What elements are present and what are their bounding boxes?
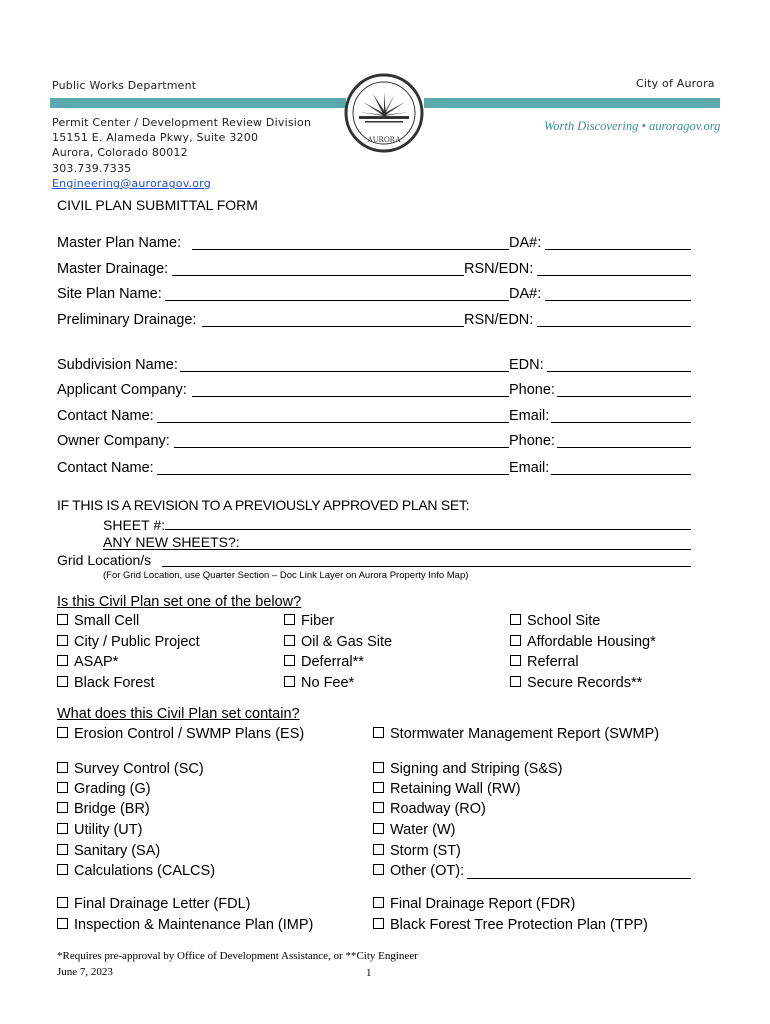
phone-input[interactable] <box>557 447 691 448</box>
checkbox-icon[interactable] <box>57 844 68 855</box>
address-line: 15151 E. Alameda Pkwy, Suite 3200 <box>52 131 259 145</box>
rsn-edn-input[interactable] <box>537 326 691 327</box>
checkbox-retaining-wall[interactable]: Retaining Wall (RW) <box>373 781 521 797</box>
checkbox-icon[interactable] <box>284 676 295 687</box>
checkbox-stormwater-report[interactable]: Stormwater Management Report (SWMP) <box>373 726 659 742</box>
checkbox-calculations[interactable]: Calculations (CALCS) <box>57 863 215 879</box>
field-label: Phone: <box>509 382 555 398</box>
checkbox-icon[interactable] <box>57 635 68 646</box>
checkbox-tree-protection[interactable]: Black Forest Tree Protection Plan (TPP) <box>373 917 648 933</box>
preliminary-drainage-input[interactable] <box>202 326 464 327</box>
grid-location-input[interactable] <box>162 566 691 567</box>
field-row-site-plan <box>57 286 691 306</box>
checkbox-oil-gas-site[interactable]: Oil & Gas Site <box>284 634 392 650</box>
department-name: Public Works Department <box>52 79 197 92</box>
header-bar-left <box>50 98 346 108</box>
field-row-master-plan <box>57 235 691 255</box>
field-row-preliminary-drainage <box>57 312 691 332</box>
field-label: RSN/EDN: <box>464 261 534 277</box>
field-label: RSN/EDN: <box>464 312 534 328</box>
sheet-number-input[interactable] <box>165 529 691 530</box>
revision-heading: IF THIS IS A REVISION TO A PREVIOUSLY APPROVED PLAN SET: <box>57 497 470 513</box>
form-title: CIVIL PLAN SUBMITTAL FORM <box>57 197 258 213</box>
site-plan-name-input[interactable] <box>165 300 509 301</box>
checkbox-icon[interactable] <box>57 655 68 666</box>
master-plan-name-input[interactable] <box>192 249 509 250</box>
field-label: Site Plan Name: <box>57 286 162 302</box>
sheet-label: SHEET #: <box>103 517 165 533</box>
field-label: Subdivision Name: <box>57 357 178 373</box>
checkbox-small-cell[interactable]: Small Cell <box>57 613 139 629</box>
checkbox-icon[interactable] <box>373 762 384 773</box>
checkbox-roadway[interactable]: Roadway (RO) <box>373 801 486 817</box>
checkbox-icon[interactable] <box>373 897 384 908</box>
checkbox-signing-striping[interactable]: Signing and Striping (S&S) <box>373 761 563 777</box>
address-line: Aurora, Colorado 80012 <box>52 146 188 160</box>
checkbox-final-drainage-letter[interactable]: Final Drainage Letter (FDL) <box>57 896 251 912</box>
checkbox-icon[interactable] <box>57 823 68 834</box>
checkbox-erosion-control[interactable]: Erosion Control / SWMP Plans (ES) <box>57 726 304 742</box>
section1-question: Is this Civil Plan set one of the below? <box>57 594 302 610</box>
checkbox-icon[interactable] <box>57 676 68 687</box>
field-label: Master Plan Name: <box>57 235 182 251</box>
address-line: Permit Center / Development Review Division <box>52 116 312 129</box>
address-block <box>52 115 311 191</box>
grid-location-note: (For Grid Location, use Quarter Section – Doc Link Layer on Aurora Property Info Map) <box>103 570 469 581</box>
checkbox-icon[interactable] <box>284 655 295 666</box>
new-sheets-input[interactable] <box>103 549 691 550</box>
checkbox-icon[interactable] <box>57 864 68 875</box>
field-row-owner <box>57 433 691 453</box>
field-row-applicant <box>57 382 691 402</box>
checkbox-icon[interactable] <box>57 918 68 929</box>
checkbox-fiber[interactable]: Fiber <box>284 613 334 629</box>
checkbox-survey-control[interactable]: Survey Control (SC) <box>57 761 204 777</box>
field-label: Contact Name: <box>57 408 154 424</box>
checkbox-icon[interactable] <box>373 727 384 738</box>
checkbox-icon[interactable] <box>510 655 521 666</box>
field-row-contact <box>57 408 691 428</box>
checkbox-no-fee[interactable]: No Fee* <box>284 675 354 691</box>
tagline: Worth Discovering • auroragov.org <box>544 119 721 133</box>
svg-text:AURORA: AURORA <box>367 135 401 144</box>
checkbox-affordable-housing[interactable]: Affordable Housing* <box>510 634 656 650</box>
checkbox-icon[interactable] <box>57 782 68 793</box>
owner-company-input[interactable] <box>174 447 509 448</box>
field-row-subdivision <box>57 357 691 377</box>
checkbox-other[interactable]: Other (OT): <box>373 863 464 879</box>
checkbox-icon[interactable] <box>57 802 68 813</box>
phone-number: 303.739.7335 <box>52 161 132 175</box>
checkbox-deferral[interactable]: Deferral** <box>284 654 364 670</box>
field-label: Owner Company: <box>57 433 170 449</box>
checkbox-icon[interactable] <box>510 614 521 625</box>
checkbox-icon[interactable] <box>373 918 384 929</box>
checkbox-icon[interactable] <box>57 614 68 625</box>
contact-name-input[interactable] <box>157 422 509 423</box>
checkbox-city-public-project[interactable]: City / Public Project <box>57 634 200 650</box>
field-label: Contact Name: <box>57 460 154 476</box>
applicant-company-input[interactable] <box>192 396 509 397</box>
checkbox-icon[interactable] <box>373 864 384 875</box>
phone-input[interactable] <box>557 396 691 397</box>
grid-location-label: Grid Location/s <box>57 552 152 568</box>
checkbox-inspection-maintenance[interactable]: Inspection & Maintenance Plan (IMP) <box>57 917 313 933</box>
checkbox-icon[interactable] <box>510 676 521 687</box>
checkbox-school-site[interactable]: School Site <box>510 613 600 629</box>
checkbox-icon[interactable] <box>284 614 295 625</box>
header-bar-right <box>424 98 720 108</box>
rsn-edn-input[interactable] <box>537 275 691 276</box>
checkbox-icon[interactable] <box>510 635 521 646</box>
checkbox-sanitary[interactable]: Sanitary (SA) <box>57 843 160 859</box>
checkbox-icon[interactable] <box>373 802 384 813</box>
checkbox-icon[interactable] <box>373 823 384 834</box>
checkbox-icon[interactable] <box>373 782 384 793</box>
email-input[interactable] <box>551 474 691 475</box>
email-link[interactable]: Engineering@auroragov.org <box>52 176 211 190</box>
footer-note: *Requires pre-approval by Office of Development Assistance, or **City Engineer <box>57 950 418 962</box>
da-number-input[interactable] <box>545 300 691 301</box>
footer-date: June 7, 2023 <box>57 966 113 978</box>
field-label: Email: <box>509 408 550 424</box>
field-row-contact-2 <box>57 460 691 480</box>
checkbox-icon[interactable] <box>373 844 384 855</box>
checkbox-final-drainage-report[interactable]: Final Drainage Report (FDR) <box>373 896 575 912</box>
master-drainage-input[interactable] <box>172 275 464 276</box>
checkbox-bridge[interactable]: Bridge (BR) <box>57 801 150 817</box>
new-sheets-label: ANY NEW SHEETS?: <box>103 534 240 550</box>
page-number: 1 <box>366 967 372 979</box>
checkbox-grading[interactable]: Grading (G) <box>57 781 151 797</box>
field-label: EDN: <box>509 357 544 373</box>
field-label: DA#: <box>509 235 542 251</box>
field-label: Preliminary Drainage: <box>57 312 197 328</box>
checkbox-icon[interactable] <box>57 897 68 908</box>
other-input[interactable] <box>467 878 691 879</box>
checkbox-icon[interactable] <box>284 635 295 646</box>
checkbox-secure-records[interactable]: Secure Records** <box>510 675 642 691</box>
checkbox-referral[interactable]: Referral <box>510 654 579 670</box>
section2-question: What does this Civil Plan set contain? <box>57 706 300 722</box>
checkbox-icon[interactable] <box>57 727 68 738</box>
da-number-input[interactable] <box>545 249 691 250</box>
field-label: DA#: <box>509 286 542 302</box>
checkbox-water[interactable]: Water (W) <box>373 822 456 838</box>
checkbox-storm[interactable]: Storm (ST) <box>373 843 461 859</box>
contact-name-input[interactable] <box>157 474 509 475</box>
field-label: Master Drainage: <box>57 261 169 277</box>
checkbox-black-forest[interactable]: Black Forest <box>57 675 155 691</box>
email-input[interactable] <box>551 422 691 423</box>
checkbox-asap[interactable]: ASAP* <box>57 654 118 670</box>
subdivision-name-input[interactable] <box>180 371 509 372</box>
field-label: Applicant Company: <box>57 382 187 398</box>
edn-input[interactable] <box>547 371 691 372</box>
field-label: Email: <box>509 460 550 476</box>
checkbox-icon[interactable] <box>57 762 68 773</box>
checkbox-utility[interactable]: Utility (UT) <box>57 822 142 838</box>
field-label: Phone: <box>509 433 555 449</box>
aurora-logo <box>343 72 425 154</box>
city-name: City of Aurora <box>636 77 715 90</box>
field-row-master-drainage <box>57 261 691 281</box>
